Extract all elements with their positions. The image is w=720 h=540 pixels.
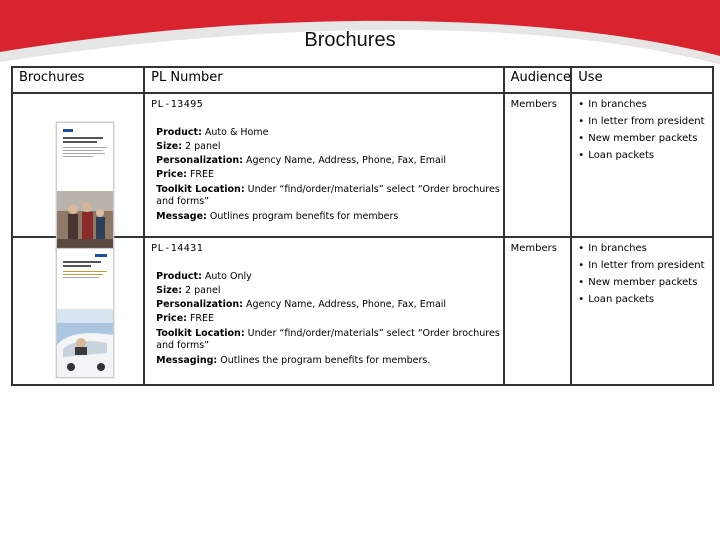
product-value: Auto Only [201, 271, 252, 282]
price-label: Price: [156, 169, 187, 180]
size-value: 2 panel [182, 141, 221, 152]
personalization-value: Agency Name, Address, Phone, Fax, Email [242, 299, 447, 310]
message-label: Message: [156, 211, 207, 222]
brochure-details-cell [144, 237, 503, 385]
header-brochures: Brochures [12, 67, 144, 93]
list-item: • In letter from president [578, 116, 712, 128]
size-label: Size: [156, 141, 183, 152]
personalization-label: Personalization: [156, 155, 243, 166]
page-title: Brochures [304, 29, 396, 51]
list-item: • In branches [578, 243, 712, 255]
table-row [12, 237, 713, 385]
use-cell [571, 237, 713, 385]
list-item: • New member packets [578, 133, 712, 145]
personalization-label: Personalization: [156, 299, 243, 310]
message-value: Outlines program benefits for members [206, 211, 399, 222]
pl-number: PL-14431 [151, 243, 204, 254]
use-list [572, 99, 712, 162]
brochure-thumbnail-cell [12, 237, 144, 385]
price-label: Price: [156, 313, 187, 324]
size-label: Size: [156, 285, 183, 296]
header-row [12, 67, 713, 93]
size-value: 2 panel [182, 285, 221, 296]
toolkit-value: Under “find/order/materials” select “Order brochures and forms” [156, 328, 500, 351]
audience-cell: Members [504, 93, 572, 237]
toolkit-label: Toolkit Location: [156, 328, 245, 339]
brochure-details [156, 270, 502, 368]
product-label: Product: [156, 127, 202, 138]
list-item: • New member packets [578, 277, 712, 289]
personalization-value: Agency Name, Address, Phone, Fax, Email [242, 155, 447, 166]
messaging-label: Messaging: [156, 355, 218, 366]
price-value: FREE [186, 169, 215, 180]
header-pl-number: PL Number [144, 67, 503, 93]
use-list [572, 243, 712, 306]
audience-cell: Members [504, 237, 572, 385]
brochure-thumbnail-cell [12, 93, 144, 237]
brochures-table [11, 66, 714, 386]
messaging-value: Outlines the program benefits for members. [217, 355, 431, 366]
brochure-thumbnail-car-icon [56, 248, 114, 378]
header-use: Use [571, 67, 713, 93]
list-item: • Loan packets [578, 150, 712, 162]
list-item: • Loan packets [578, 294, 712, 306]
product-value: Auto & Home [201, 127, 269, 138]
brochure-details-cell [144, 93, 503, 237]
toolkit-value: Under “find/order/materials” select “Order brochures and forms” [156, 184, 500, 207]
list-item: • In branches [578, 99, 712, 111]
toolkit-label: Toolkit Location: [156, 184, 245, 195]
list-item: • In letter from president [578, 260, 712, 272]
product-label: Product: [156, 271, 202, 282]
brochure-thumbnail-family-icon [56, 122, 114, 252]
price-value: FREE [186, 313, 215, 324]
header-audience: Audience [504, 67, 572, 93]
brochure-details [156, 126, 502, 224]
pl-number: PL-13495 [151, 99, 204, 110]
table-row [12, 93, 713, 237]
use-cell [571, 93, 713, 237]
